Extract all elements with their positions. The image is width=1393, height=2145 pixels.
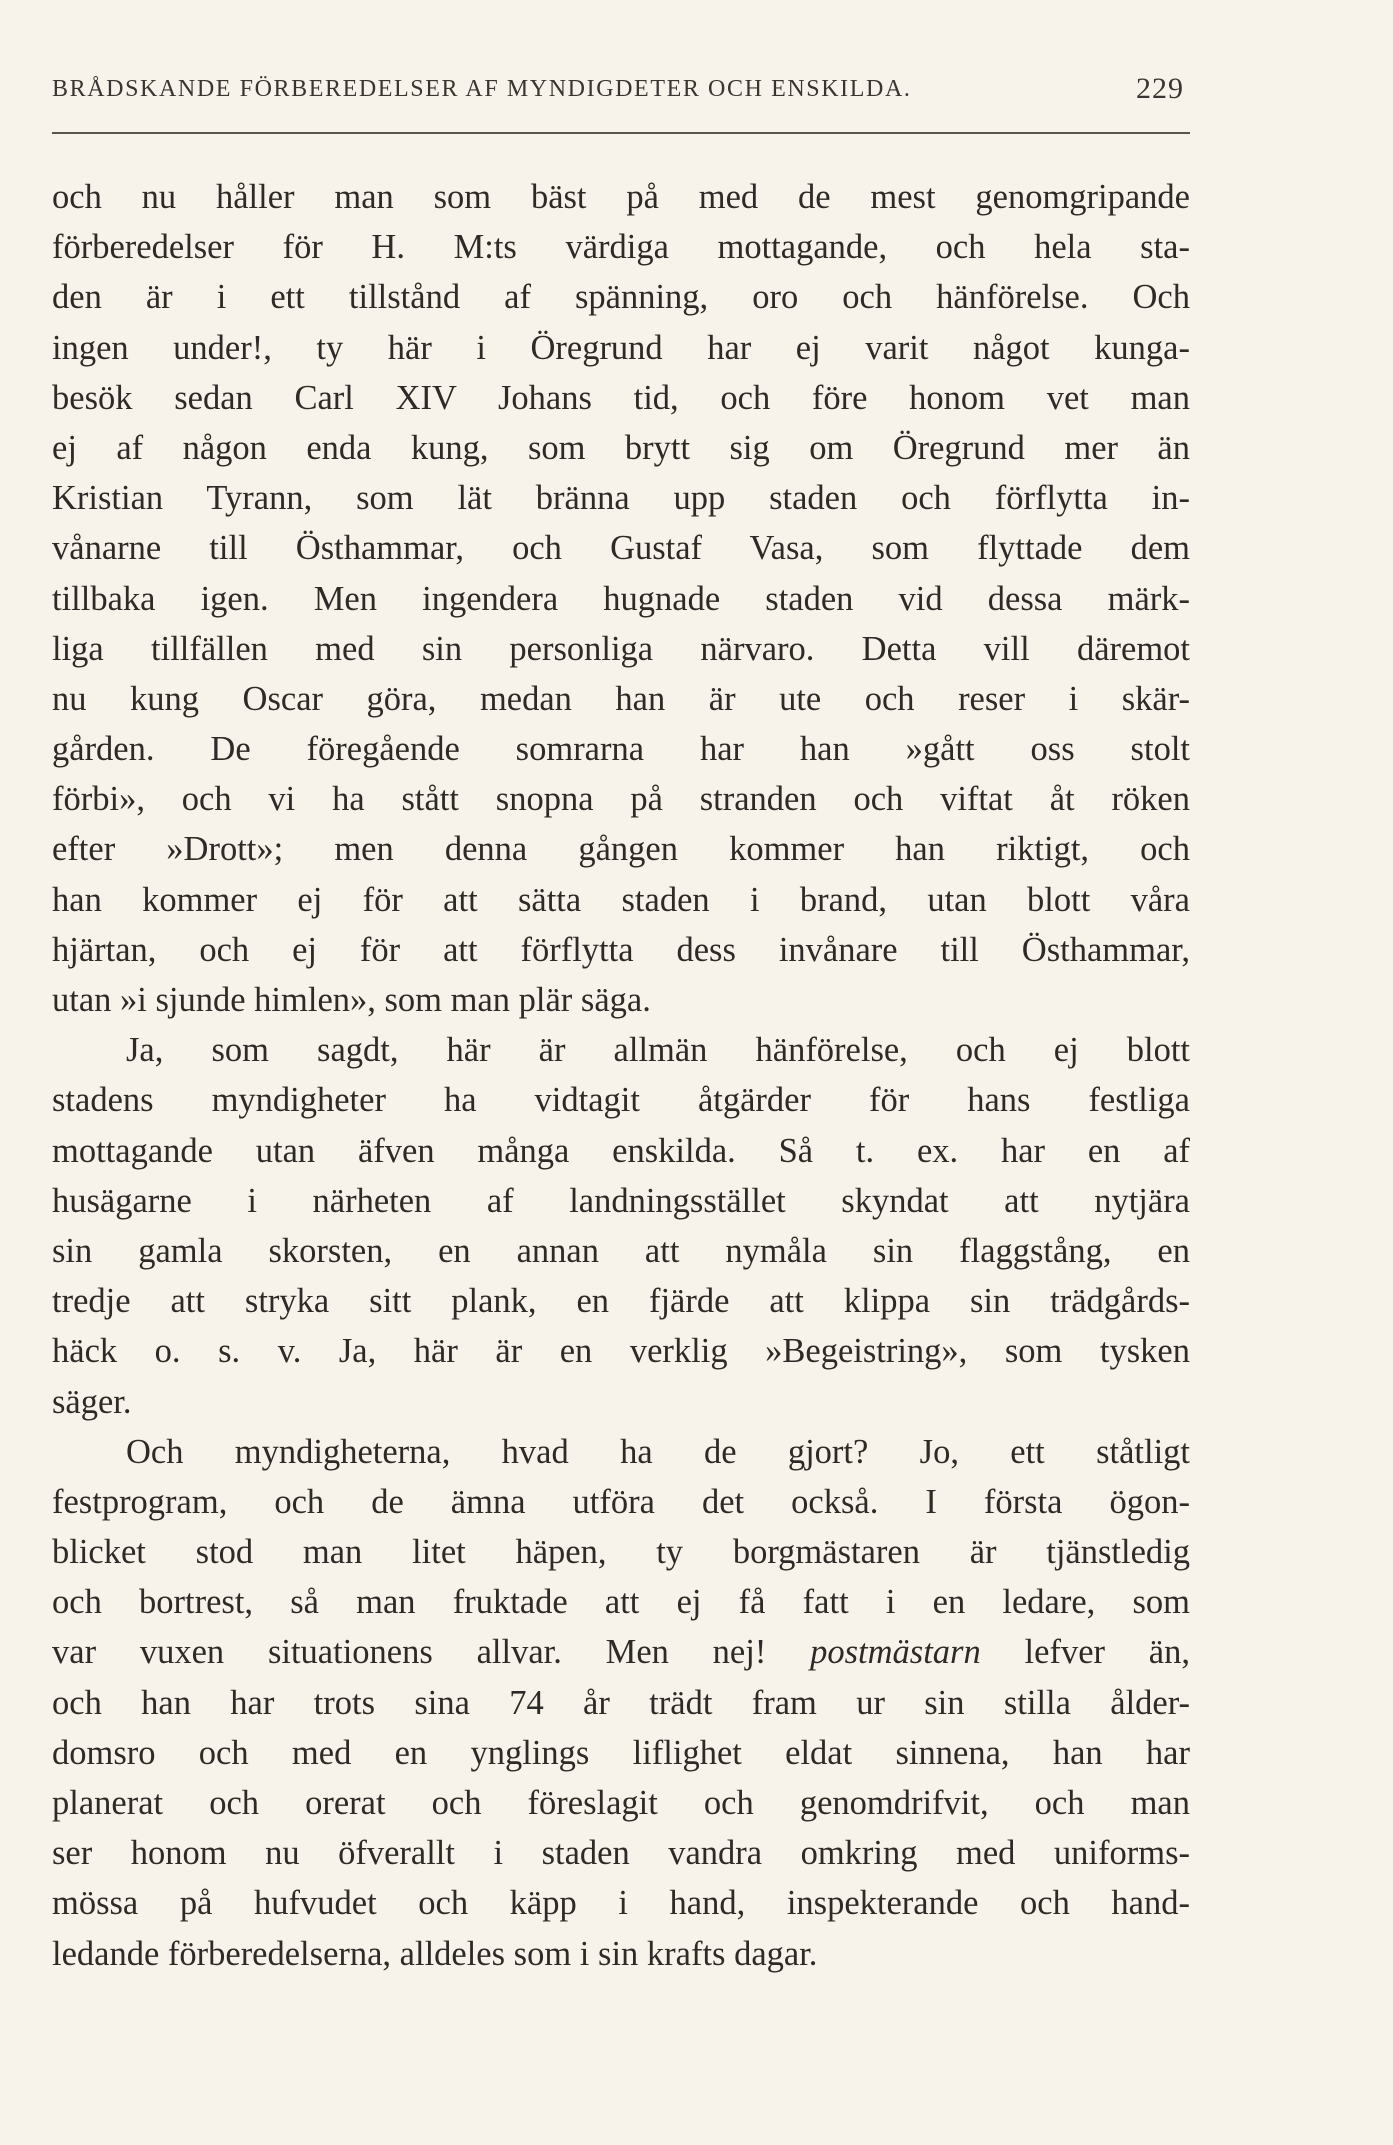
text-segment: var vuxen situationens allvar. Men nej!	[52, 1633, 811, 1672]
header-rule	[52, 132, 1190, 134]
text-line: säger.	[52, 1382, 132, 1421]
text-line: planerat och orerat och föreslagit och genomdrifvit, och man	[52, 1784, 1190, 1822]
text-line-with-emphasis	[52, 1627, 1190, 1677]
text-line: sin gamla skorsten, en annan att nymåla sin flaggstång, en	[52, 1231, 1190, 1270]
text-line: ej af någon enda kung, som brytt sig om Öregrund mer än	[52, 428, 1190, 467]
text-line: liga tillfällen med sin personliga närvaro. Detta vill däremot	[52, 629, 1190, 668]
text-line: ledande förberedelserna, alldeles som i sin krafts dagar.	[52, 1934, 818, 1973]
running-head-title: BRÅDSKANDE FÖRBEREDELSER AF MYNDIGDETER OCH ENSKILDA.	[52, 76, 912, 102]
text-line: vånarne till Östhammar, och Gustaf Vasa, som flyttade dem	[52, 529, 1190, 568]
text-line: och bortrest, så man fruktade att ej få fatt i en ledare, som	[52, 1583, 1190, 1622]
text-line: besök sedan Carl XIV Johans tid, och före honom vet man	[52, 378, 1190, 417]
text-line: gården. De föregående somrarna har han »gått oss stolt	[52, 730, 1190, 769]
text-line: domsro och med en ynglings liflighet eldat sinnena, han har	[52, 1733, 1190, 1772]
text-line: och nu håller man som bäst på med de mest genomgripande	[52, 178, 1190, 216]
text-segment: lefver än,	[980, 1633, 1190, 1672]
text-line: festprogram, och de ämna utföra det också. I första ögon-	[52, 1482, 1190, 1521]
text-line: ingen under!, ty här i Öregrund har ej varit något kunga-	[52, 328, 1190, 367]
text-line: häck o. s. v. Ja, här är en verklig »Begeistring», som tysken	[52, 1332, 1190, 1371]
text-line: Och myndigheterna, hvad ha de gjort? Jo, ett ståtligt	[126, 1432, 1190, 1471]
text-line: han kommer ej för att sätta staden i brand, utan blott våra	[52, 880, 1190, 919]
text-line: och han har trots sina 74 år trädt fram ur sin stilla ålder-	[52, 1683, 1190, 1722]
text-line: ser honom nu öfverallt i staden vandra omkring med uniforms-	[52, 1834, 1190, 1873]
text-line: blicket stod man litet häpen, ty borgmästaren är tjänstledig	[52, 1533, 1190, 1572]
text-line: mottagande utan äfven många enskilda. Så t. ex. har en af	[52, 1131, 1190, 1170]
text-line: förberedelser för H. M:ts värdiga mottagande, och hela sta-	[52, 228, 1190, 267]
text-line: mössa på hufvudet och käpp i hand, inspekterande och hand-	[52, 1884, 1190, 1923]
text-line: efter »Drott»; men denna gången kommer han riktigt, och	[52, 830, 1190, 869]
text-line: utan »i sjunde himlen», som man plär säga.	[52, 981, 651, 1019]
text-line: husägarne i närheten af landningsstället skyndat att nytjära	[52, 1181, 1190, 1220]
text-line: tredje att stryka sitt plank, en fjärde att klippa sin trädgårds-	[52, 1282, 1190, 1321]
text-line: nu kung Oscar göra, medan han är ute och reser i skär-	[52, 679, 1190, 718]
text-line: förbi», och vi ha stått snopna på stranden och viftat åt röken	[52, 780, 1190, 819]
text-line: stadens myndigheter ha vidtagit åtgärder för hans festliga	[52, 1081, 1190, 1120]
italic-word: postmästarn	[810, 1633, 981, 1672]
text-line: Kristian Tyrann, som lät bränna upp staden och förflytta in-	[52, 479, 1190, 518]
body-text	[52, 172, 1190, 1979]
text-line: hjärtan, och ej för att förflytta dess invånare till Östhammar,	[52, 930, 1190, 969]
text-line: den är i ett tillstånd af spänning, oro och hänförelse. Och	[52, 278, 1190, 317]
text-line: tillbaka igen. Men ingendera hugnade staden vid dessa märk-	[52, 579, 1190, 618]
text-line: Ja, som sagdt, här är allmän hänförelse, och ej blott	[126, 1031, 1190, 1070]
page-number: 229	[1136, 72, 1184, 105]
